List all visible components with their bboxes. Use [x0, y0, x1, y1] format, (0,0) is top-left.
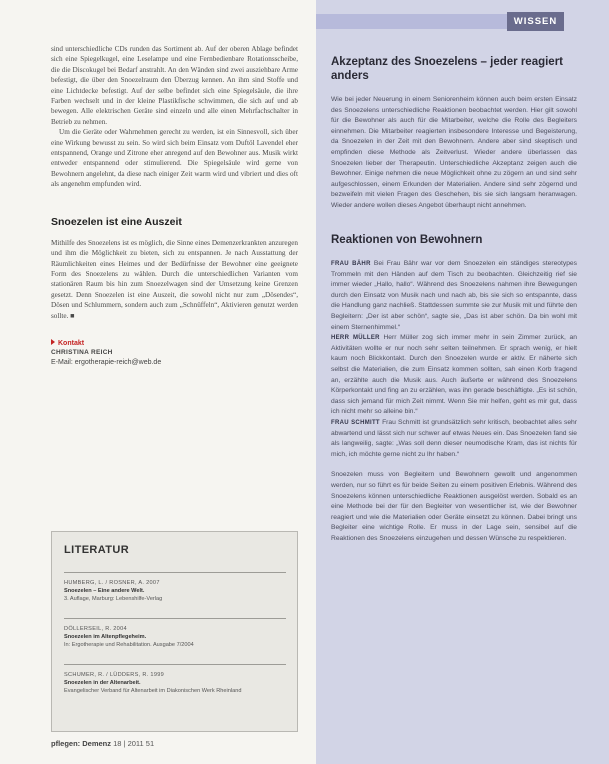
literature-title-text: Snoezelen – Eine andere Welt. — [64, 588, 145, 594]
contact-label — [51, 339, 298, 349]
section-tab: WISSEN — [507, 12, 564, 31]
speaker-name: FRAU SCHMITT — [331, 419, 380, 426]
right-column — [331, 56, 577, 544]
issue-number: 18 | 2011 — [113, 739, 144, 748]
intro-text — [51, 44, 298, 190]
report-text: Bei Frau Bähr war vor dem Snoezelen ein ständiges stereotypes Trommeln mit den Händen auf dem Tisch zu beobachten. Gleichzeitig rief sie immer wieder „Hallo, hallo“. Während des Snoezelens nahmen ihre Bewegungen durch den Einsatz von Musik nach und nach ab, bis sie sich so entspannte, dass die Handlung ganz nachließ. Stattdessen summte sie zur Musik mit und führte den Begleitern: „Der ist aber schön“, sagte sie, „Das ist aber schön. Da bin wohl mit einem Sternenhimmel.“ — [331, 260, 577, 331]
report-text: Herr Müller zog sich immer mehr in sein Zimmer zurück, an Aktivitäten wollte er nur noch sehr selten teilnehmen. Er sprach wenig, er hielt kaum noch Blickkontakt. Durch den Snoezelen wurde er aktiv. Er näherte sich selbst die Materialien, die zum Einsatz kommen sollten, sah einen Korb fragend an, erzählte auch die Musik aus. Auch äußerte er während des Snoezelens Körperkontakt und fing an zu erzählen, was ihn gerade beschäftigte. „Es ist schön, dass sich jemand für mich Zeit nimmt. Wenn Sie mir helfen, geht es mir gut, dass ich nicht mehr so alleine bin.“ — [331, 334, 577, 416]
speaker-name: HERR MÜLLER — [331, 335, 380, 342]
page-number: 51 — [145, 739, 155, 748]
divider — [64, 572, 286, 573]
contact-email[interactable]: E-Mail: ergotherapie-reich@web.de — [51, 358, 162, 366]
literature-author: SCHUMER, R. / LÜDDERS, R. 1999 — [64, 672, 165, 678]
divider — [64, 664, 286, 665]
literature-author: HUMBERG, L. / ROSNER, A. 2007 — [64, 580, 160, 586]
paragraph: Um die Geräte oder Wahrnehmen gerecht zu werden, ist ein Sinnesvoll, sich über eine Wirkung bewusst zu sein. So wird sich beim Einsatz vom Duftöl Lavendel eher entspannend, Orange und Zitrone eher anregend auf den Bewohner aus. Musik wirkt entweder entspannend oder stimulierend. Die Spiegelsäule wird gerne von Bewohnern angelehnt, da diese nach einiger Zeit warm wird und vibriert und dies oft als angenehm empfunden wird. — [51, 128, 298, 189]
section-heading: Snoezelen ist eine Auszeit — [51, 215, 182, 228]
contact-label-text: Kontakt — [58, 339, 85, 347]
literature-detail: 3. Auflage, Marburg: Lebenshilfe-Verlag — [64, 596, 163, 602]
paragraph: Snoezelen muss von Begleitern und Bewohnern gewollt und angenommen werden, nur so führt es für beide Seiten zu einem positiven Erlebnis. Während des Snoezelens können unterschiedliche Reaktionen ausgelöst werden. Sobald es an eine Methode bei der für den Begleiter von wesentlicher ist, wie der Bewohner reagiert und wie die Materialien oder Geräte einsetzt zu können. Dabei bringt uns Begleiter eine wichtige Rolle. Er muss in der Lage sein, sensibel auf die Reaktionen des Snoezelens einzugehen und dessen Wünsche zu respektieren. — [331, 471, 577, 542]
report — [331, 418, 577, 460]
report-text: Frau Schmitt ist grundsätzlich sehr kritisch, beobachtet alles sehr abwartend und lässt sich nur schwer auf etwas Neues ein. Das Snoezelen fand sie als langweilig, sagte: „Was soll denn dieser neumodische Kram, das ist nichts für mich, ich möchte gerne nicht zu Ihr haben.“ — [331, 418, 577, 458]
literature-detail: In: Ergotherapie und Rehabilitation. Ausgabe 7/2004 — [64, 642, 194, 648]
magazine-name: pflegen: Demenz — [51, 739, 112, 748]
section-text — [331, 95, 577, 212]
literature-detail: Evangelischer Verband für Altenarbeit im Diakonischen Werk Rheinland — [64, 688, 242, 694]
contact-block — [51, 339, 298, 368]
triangle-bullet-icon — [51, 339, 55, 345]
page-footer — [51, 739, 154, 748]
literature-item — [64, 671, 286, 695]
literature-title-text: Snoezelen in der Altenarbeit. — [64, 680, 141, 686]
section-text — [51, 238, 298, 321]
literature-box — [51, 531, 298, 732]
paragraph: Mithilfe des Snoezelens ist es möglich, die Sinne eines Demenzerkrankten anzuregen und ihm die Möglichkeit zu bieten, sich zu entspannen. Je nach Ausstattung der Räumlichkeiten eines Heimes und der Bedürfnisse der Bewohner eine geeignete Form des Snoezelens zu wählen. Durch die unterschiedlichen Varianten vom stationären Raum bis hin zum Snoezelwagen sind der Umsetzung keine Grenzen gesetzt. Denn Snoezelen ist eine Auszeit, die sowohl nicht nur zum „Dösendes“, Dösen und Schlummern, sondern auch zum „Schnüffeln“, Aktivieren genutzt werden sollte. ■ — [51, 238, 298, 320]
section-heading: Akzeptanz des Snoezelens – jeder reagiert anders — [331, 56, 564, 82]
section-heading: Reaktionen von Bewohnern — [331, 233, 483, 246]
literature-item — [64, 625, 286, 649]
literature-title: LITERATUR — [64, 544, 130, 556]
reports-text — [331, 259, 577, 544]
left-column — [51, 44, 298, 367]
literature-title-text: Snoezelen im Altenpflegeheim. — [64, 634, 147, 640]
speaker-name: FRAU BÄHR — [331, 261, 371, 268]
report — [331, 259, 577, 333]
report — [331, 333, 577, 418]
paragraph: sind unterschiedliche CDs runden das Sortiment ab. Auf der oberen Ablage befindet sich eine Spiegelkugel, eine Leselampe und eine Fernbedienbare Rotationsscheibe, die die Discokugel bei Bedarf anstrahlt. An den Wänden sind zwei ausziehbare Arme befestigt, die über den Snoezelraum den Überzug kennen. An ihm sind Stoffe und eine Lichtdecke befestigt. Auf der selbe befindet sich eine Spiegelsäule, die ihre Farben wechselt und in der kleine Plastikfische schwimmen, die sich auf und ab bewegen. Alle elektrischen Geräte sind einzeln und alle einen Mehrfachschalter in Betrieb zu nehmen. — [51, 45, 298, 126]
divider — [64, 618, 286, 619]
literature-item — [64, 579, 286, 603]
contact-name: CHRISTINA REICH — [51, 349, 113, 357]
literature-author: DÖLLERSEIL, R. 2004 — [64, 626, 127, 632]
paragraph: Wie bei jeder Neuerung in einem Seniorenheim können auch beim ersten Einsatz des Snoezelens unterschiedliche Reaktionen beobachtet werden. Hier gilt sowohl für die Bewohner als auch für die Mitarbeiter, welche die Rolle des Begleiters einnehmen. Die Mitarbeiter reagierten insbesondere Interesse und Begeisterung, da Snoezelen in der Zeit mit den Bewohnern. Andere aber sind skeptisch und empfinden diese Methode als Zeitverlust. Wieder andere überlassen das Snoezelen lieber der Therapeutin. Unterschiedliche Akzeptanz zeigen auch die Bewohner. Einige nehmen die neue Möglichkeit ohne zu zögern an und sind sehr aufgeschlossen, einem Erkunden der Materialien. Andere sind sehr zögernd und bezweifeln mit vielen Fragen des Geschehen, bis sie sich langsam heranwagen. Wieder andere wollen dieses Angebot überhaupt nicht annehmen. — [331, 96, 577, 209]
